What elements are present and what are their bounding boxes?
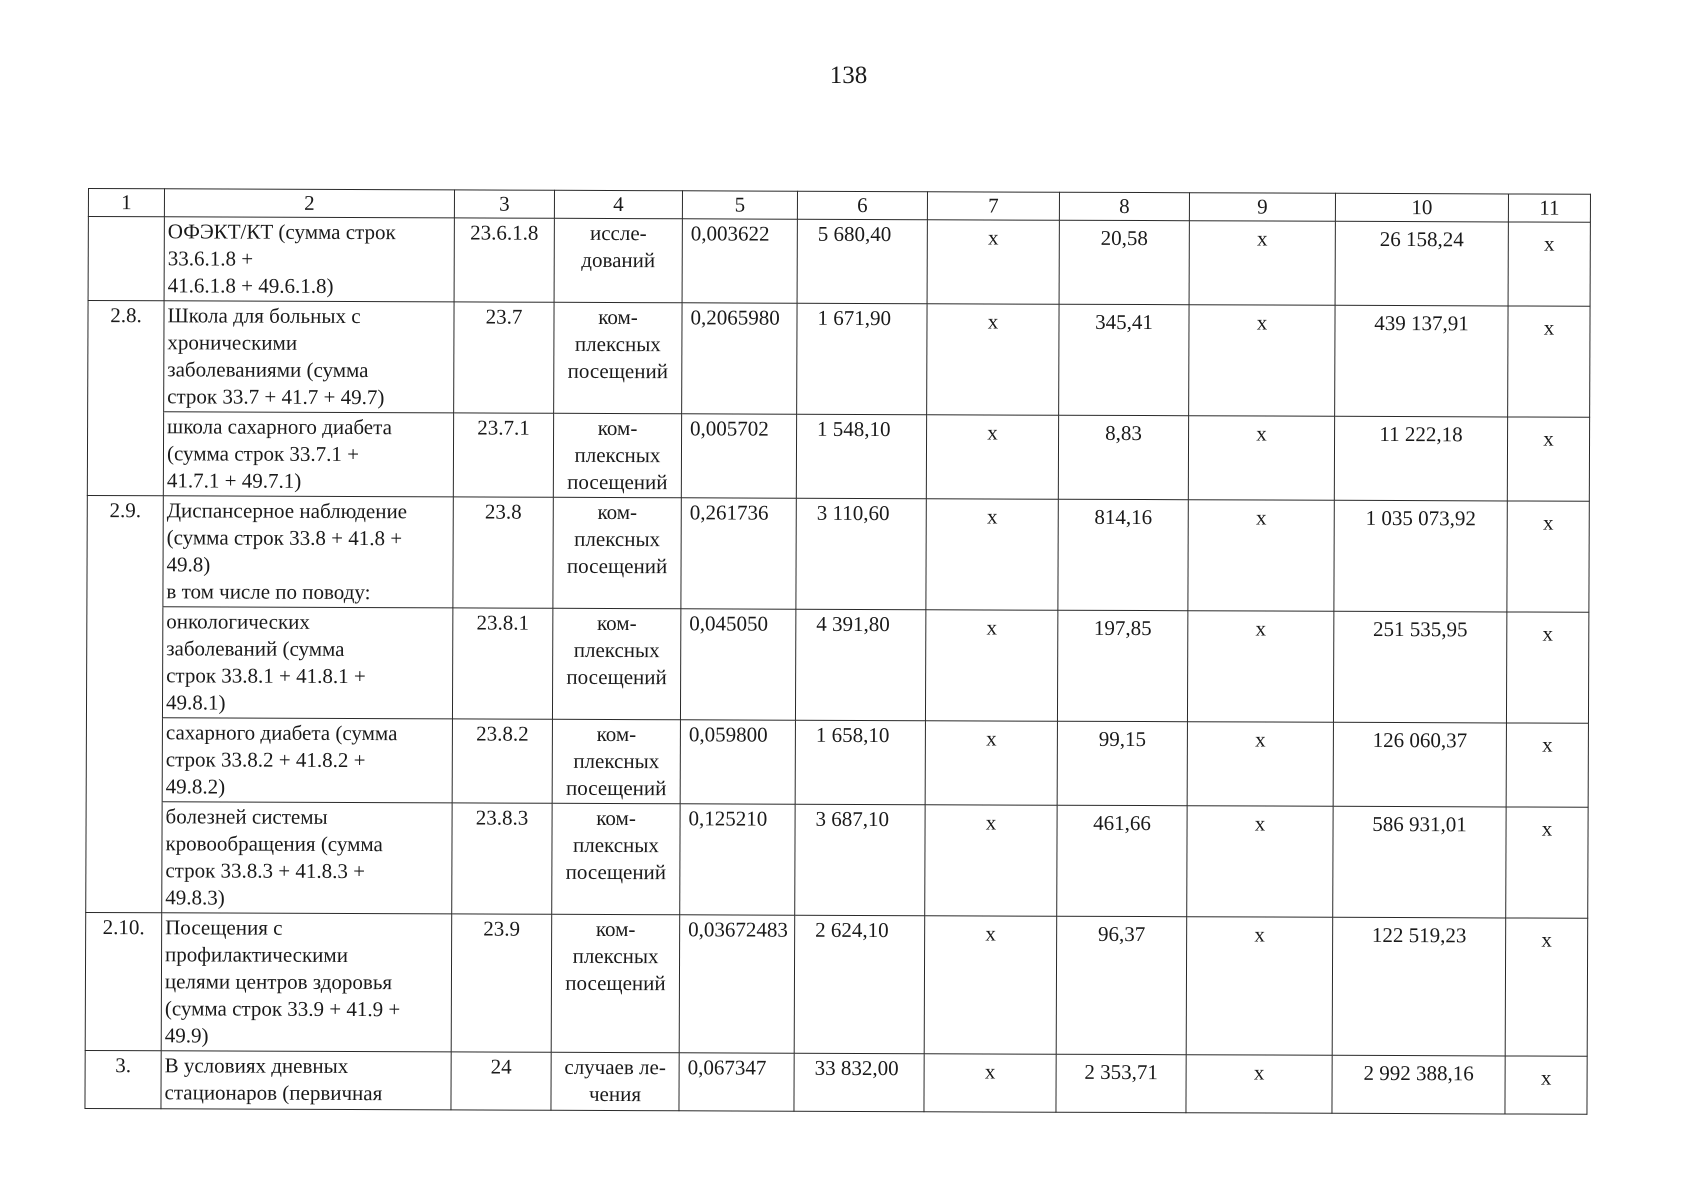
row-unit-line: плексных	[574, 442, 661, 468]
header-cell: 11	[1508, 194, 1590, 222]
row-code-cell: 23.7	[454, 302, 554, 413]
row-unit-line: посещений	[567, 358, 669, 384]
row-value-7-cell: х	[925, 721, 1057, 806]
row-value-6-cell: 1 548,10	[796, 414, 926, 498]
row-unit-cell	[553, 413, 681, 497]
row-value-5-cell: 0,067347	[679, 1053, 794, 1111]
row-value-8-cell: 96,37	[1056, 916, 1187, 1054]
row-value-8-cell: 8,83	[1058, 415, 1188, 499]
row-value-7-cell: х	[926, 415, 1058, 500]
row-value-5-cell: 0,2065980	[682, 303, 797, 414]
row-value-10-cell: 439 137,91	[1335, 305, 1508, 417]
header-cell: 4	[554, 190, 682, 218]
row-value-10-cell: 122 519,23	[1332, 917, 1506, 1056]
row-code-cell: 23.8.2	[452, 719, 552, 803]
table-row	[86, 717, 1588, 807]
table-row	[86, 801, 1588, 918]
row-name-line: строк 33.8.1 + 41.8.1 +	[166, 663, 366, 689]
row-value-9-cell: х	[1187, 611, 1333, 723]
row-name-line: 41.6.1.8 + 49.6.1.8)	[167, 273, 334, 298]
row-unit-cell	[554, 302, 682, 413]
row-number-cell	[87, 412, 163, 496]
row-code-cell: 23.6.1.8	[454, 218, 554, 302]
row-name-line: 49.8.1)	[165, 690, 226, 715]
row-value-6-cell: 4 391,80	[795, 609, 925, 720]
row-code-cell: 23.8.1	[452, 608, 552, 719]
row-name-cell	[161, 913, 452, 1052]
row-value-5-cell: 0,005702	[681, 414, 796, 498]
row-value-10-cell: 586 931,01	[1333, 806, 1506, 918]
row-unit-cell	[552, 719, 680, 803]
row-name-cell	[163, 496, 453, 608]
row-unit-line: ком-	[597, 610, 637, 636]
row-name-line: (сумма строк 33.8 + 41.8 +	[166, 525, 403, 551]
row-unit-line: посещений	[566, 664, 667, 690]
row-number-cell: 2.8.	[88, 301, 164, 412]
row-unit-line: ком-	[598, 304, 638, 330]
row-name-line: строк 33.8.3 + 41.8.3 +	[165, 858, 366, 884]
table-container	[84, 188, 1590, 1115]
row-name-line: кровообращения (сумма	[165, 831, 383, 857]
row-value-10-cell: 251 535,95	[1333, 611, 1506, 723]
row-name-line: 49.8.2)	[165, 774, 226, 799]
row-value-10-cell: 126 060,37	[1333, 722, 1506, 807]
row-unit-line: ком-	[597, 415, 638, 441]
row-value-10-cell: 2 992 388,16	[1332, 1055, 1505, 1114]
row-value-9-cell: х	[1188, 416, 1334, 501]
row-unit-cell	[551, 1052, 679, 1110]
row-value-9-cell: х	[1189, 221, 1335, 306]
row-number-cell	[88, 217, 164, 301]
row-name-line: в том числе по поводу:	[166, 579, 371, 605]
row-name-cell	[162, 802, 452, 914]
row-name-line: 33.6.1.8 +	[167, 246, 254, 271]
row-unit-line: дований	[581, 247, 656, 273]
row-value-7-cell: х	[927, 304, 1059, 416]
row-name-cell	[162, 607, 452, 719]
table-row	[85, 1050, 1587, 1114]
row-value-8-cell: 461,66	[1057, 805, 1187, 916]
row-unit-line: ком-	[597, 499, 638, 525]
row-value-11-cell: х	[1507, 417, 1589, 501]
row-name-cell	[163, 412, 453, 497]
row-name-line: хроническими	[167, 330, 298, 355]
header-cell: 10	[1335, 193, 1508, 222]
row-name-line: Посещения с	[165, 915, 283, 940]
row-name-line: сахарного диабета (сумма	[165, 720, 398, 746]
row-value-11-cell: х	[1507, 501, 1589, 612]
header-cell: 3	[454, 190, 554, 218]
row-value-5-cell: 0,261736	[681, 498, 796, 609]
row-unit-cell	[552, 803, 680, 914]
row-name-line: заболеваний (сумма	[166, 636, 345, 661]
row-code-cell: 23.8	[453, 497, 553, 608]
row-value-10-cell: 1 035 073,92	[1334, 500, 1507, 612]
row-unit-line: ком-	[595, 916, 636, 942]
row-value-7-cell: х	[924, 1054, 1056, 1113]
row-value-10-cell: 26 158,24	[1335, 221, 1508, 306]
row-value-7-cell: х	[924, 916, 1057, 1055]
row-value-11-cell: х	[1506, 723, 1588, 807]
row-value-5-cell: 0,03672483	[679, 915, 795, 1053]
row-name-cell	[161, 1051, 451, 1110]
row-code-cell: 23.7.1	[453, 413, 553, 497]
row-value-11-cell: х	[1506, 807, 1588, 918]
row-name-cell	[164, 301, 454, 413]
row-value-9-cell: х	[1189, 305, 1335, 417]
row-value-9-cell: х	[1186, 917, 1333, 1056]
row-unit-line: плексных	[573, 637, 660, 663]
row-unit-line: посещений	[567, 469, 668, 495]
row-value-6-cell: 5 680,40	[797, 219, 927, 303]
row-number-cell: 2.10.	[85, 912, 162, 1050]
row-name-line: (сумма строк 33.7.1 +	[166, 441, 360, 467]
row-name-line: (сумма строк 33.9 + 41.9 +	[164, 996, 401, 1022]
row-name-line: строк 33.8.2 + 41.8.2 +	[165, 747, 366, 773]
row-number-cell: 3.	[85, 1050, 161, 1108]
row-value-7-cell: х	[927, 220, 1059, 305]
row-unit-cell	[551, 914, 680, 1052]
table-row	[88, 301, 1590, 418]
row-value-8-cell: 814,16	[1058, 499, 1188, 610]
row-unit-line: плексных	[574, 331, 661, 357]
row-value-11-cell: х	[1506, 612, 1588, 723]
data-table	[84, 188, 1591, 1115]
row-name-line: заболеваниями (сумма	[167, 357, 369, 383]
page-number: 138	[829, 62, 868, 89]
table-row	[87, 412, 1589, 502]
header-cell: 8	[1059, 192, 1189, 220]
row-value-6-cell: 3 687,10	[795, 804, 925, 915]
row-unit-line: посещений	[565, 775, 667, 801]
row-unit-line: посещений	[566, 553, 668, 579]
row-value-11-cell: х	[1508, 306, 1590, 417]
row-name-line: Диспансерное наблюдение	[166, 498, 408, 524]
row-value-6-cell: 2 624,10	[794, 915, 925, 1053]
row-value-6-cell: 1 671,90	[797, 303, 927, 414]
row-value-7-cell: х	[925, 610, 1057, 722]
row-name-line: В условиях дневных	[164, 1053, 349, 1079]
row-unit-line: ком-	[596, 721, 637, 747]
row-name-line: ОФЭКТ/КТ (сумма строк	[167, 219, 396, 245]
row-value-6-cell: 1 658,10	[795, 720, 925, 804]
row-code-cell: 23.9	[451, 914, 552, 1052]
row-value-8-cell: 20,58	[1059, 220, 1189, 304]
row-name-line: 49.8)	[166, 552, 211, 577]
table-row	[85, 912, 1588, 1056]
row-unit-line: посещений	[565, 970, 666, 996]
header-cell: 1	[88, 189, 164, 217]
row-value-11-cell: х	[1505, 1056, 1587, 1114]
row-value-8-cell: 345,41	[1059, 304, 1189, 415]
row-name-cell	[162, 718, 452, 803]
row-unit-line: плексных	[572, 943, 659, 969]
row-name-line: 49.9)	[164, 1023, 209, 1048]
row-name-line: целями центров здоровья	[164, 969, 393, 995]
row-unit-line: посещений	[565, 859, 667, 885]
row-unit-line: плексных	[574, 526, 661, 552]
row-value-8-cell: 99,15	[1057, 721, 1187, 805]
header-cell: 2	[164, 189, 454, 218]
row-unit-line: чения	[588, 1081, 642, 1107]
header-cell: 6	[797, 191, 927, 219]
row-unit-line: иссле-	[589, 220, 647, 246]
header-cell: 9	[1189, 193, 1335, 222]
row-value-6-cell: 33 832,00	[794, 1053, 924, 1111]
row-code-cell: 24	[451, 1052, 551, 1110]
row-name-line: строк 33.7 + 41.7 + 49.7)	[167, 384, 385, 410]
table-row	[86, 606, 1588, 723]
row-unit-line: плексных	[573, 748, 660, 774]
row-unit-line: случаев ле-	[564, 1054, 666, 1080]
row-name-line: 49.8.3)	[165, 885, 225, 910]
table-row	[88, 217, 1590, 307]
row-unit-line: плексных	[572, 832, 659, 858]
row-value-7-cell: х	[925, 805, 1057, 917]
row-value-6-cell: 3 110,60	[796, 498, 926, 609]
row-name-line: школа сахарного диабета	[167, 414, 392, 440]
row-unit-cell	[552, 608, 680, 719]
header-cell: 7	[927, 192, 1059, 221]
row-unit-cell	[553, 497, 681, 608]
row-value-11-cell: х	[1508, 222, 1590, 306]
row-unit-cell	[554, 218, 682, 302]
row-value-5-cell: 0,125210	[680, 804, 795, 915]
row-number-cell	[86, 717, 162, 801]
row-value-8-cell: 2 353,71	[1056, 1054, 1186, 1112]
header-cell: 5	[682, 191, 797, 219]
row-value-5-cell: 0,059800	[680, 720, 795, 804]
row-value-9-cell: х	[1187, 722, 1333, 807]
row-value-9-cell: х	[1187, 806, 1333, 918]
row-name-line: профилактическими	[165, 942, 349, 968]
row-code-cell: 23.8.3	[452, 803, 552, 914]
row-value-5-cell: 0,045050	[680, 609, 795, 720]
row-value-8-cell: 197,85	[1057, 610, 1187, 721]
row-value-9-cell: х	[1186, 1055, 1332, 1114]
row-name-line: онкологических	[166, 609, 310, 634]
row-number-cell: 2.9.	[87, 495, 163, 606]
row-number-cell	[86, 606, 162, 717]
row-value-11-cell: х	[1505, 918, 1588, 1056]
row-name-line: Школа для больных с	[167, 303, 361, 329]
row-name-cell	[164, 217, 454, 302]
row-number-cell	[86, 801, 162, 912]
row-name-line: стационаров (первичная	[164, 1080, 383, 1106]
row-value-7-cell: х	[926, 499, 1058, 611]
row-name-line: болезней системы	[165, 804, 328, 829]
row-value-9-cell: х	[1188, 500, 1334, 612]
row-unit-line: ком-	[596, 805, 636, 831]
table-row	[87, 495, 1589, 612]
row-name-line: 41.7.1 + 49.7.1)	[166, 468, 302, 493]
row-value-10-cell: 11 222,18	[1334, 416, 1507, 501]
row-value-5-cell: 0,003622	[682, 219, 797, 303]
